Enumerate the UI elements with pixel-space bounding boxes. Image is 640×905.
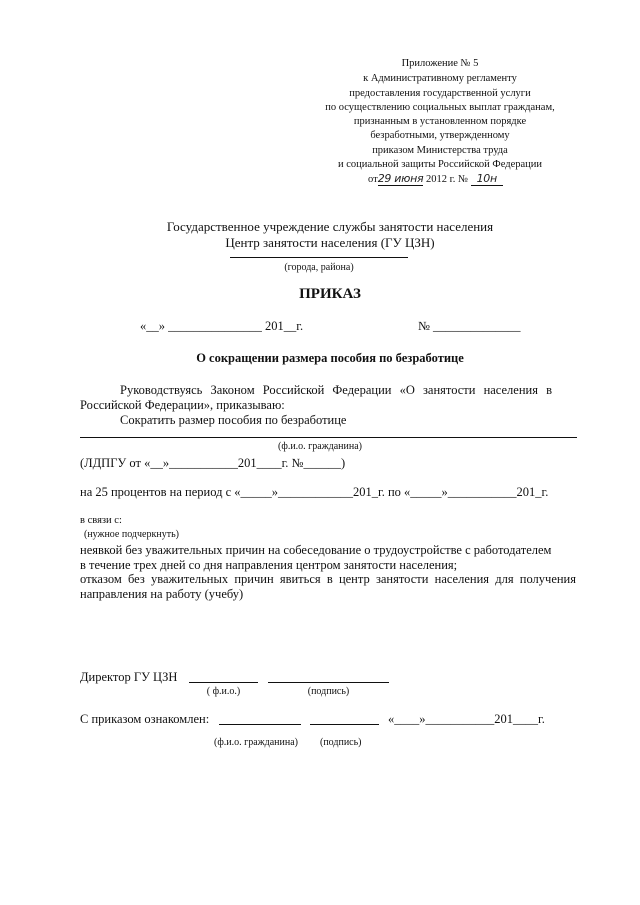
date-prefix: от [368, 174, 378, 185]
period-line: на 25 процентов на период с «_____»____________201_г. по «_____»___________201_г. [80, 485, 549, 499]
institution-line1: Государственное учреждение службы занятости населения [166, 219, 494, 234]
acknowledge-fio-line [219, 724, 301, 725]
appendix-line: к Административному регламенту [363, 73, 517, 84]
page-title: ПРИКАЗ [299, 286, 361, 302]
handwritten-date: 29 июня [377, 172, 424, 185]
reason1-line2: в течение трех дней со дня направления центром занятости населения; [80, 558, 458, 572]
appendix-line: Приложение № 5 [401, 58, 479, 69]
order-number: № ______________ [418, 319, 521, 333]
appendix-line: приказом Министерства труда [372, 145, 508, 156]
appendix-date-line [368, 171, 503, 187]
appendix-line: признанным в установленном порядке [353, 116, 527, 127]
body-para1-line1: Руководствуясь Законом Российской Федерации «О занятости населения в [120, 383, 552, 397]
director-label: Директор ГУ ЦЗН [80, 670, 178, 684]
acknowledge-date: «____»___________201____г. [388, 712, 545, 726]
director-fio-caption: ( ф.и.о.) [206, 686, 241, 697]
reason-label: в связи с: [80, 515, 122, 526]
body-para2: Сократить размер пособия по безработице [120, 413, 347, 427]
director-fio-line [189, 682, 258, 683]
appendix-line: и социальной защиты Российской Федерации [337, 159, 543, 170]
reason2-line2: направления на работу (учебу) [80, 587, 244, 601]
order-date: «__» _______________ 201__г. [140, 319, 304, 333]
appendix-line: безработными, утвержденному [370, 130, 510, 141]
handwritten-number: 10н [471, 172, 503, 186]
institution-line2: Центр занятости населения (ГУ ЦЗН) [225, 235, 435, 250]
acknowledge-fio-caption: (ф.и.о. гражданина) [214, 737, 298, 748]
appendix-line: по осуществлению социальных выплат гражданам, [325, 102, 555, 113]
appendix-line: предоставления государственной услуги [349, 88, 531, 99]
director-sign-line [268, 682, 389, 683]
city-caption: (города, района) [284, 262, 354, 273]
body-para1-line2: Российской Федерации», приказываю: [80, 398, 285, 412]
city-blank-line [230, 257, 408, 258]
reason-note: (нужное подчеркнуть) [84, 529, 179, 540]
reason2-line1: отказом без уважительных причин явиться в центр занятости населения для получения [80, 572, 576, 586]
order-subject: О сокращении размера пособия по безработице [196, 351, 464, 365]
reason1-line1: неявкой без уважительных причин на собеседование о трудоустройстве с работодателем [80, 543, 552, 557]
ldpgu-line: (ЛДПГУ от «__»___________201____г. №______) [80, 456, 346, 470]
acknowledge-label: С приказом ознакомлен: [80, 712, 210, 726]
acknowledge-sign-caption: (подпись) [320, 737, 362, 748]
date-suffix: 2012 г. № [423, 174, 471, 185]
acknowledge-sign-line [310, 724, 379, 725]
fio-caption: (ф.и.о. гражданина) [278, 441, 362, 452]
director-sign-caption: (подпись) [307, 686, 350, 697]
fio-blank-line [80, 437, 577, 438]
